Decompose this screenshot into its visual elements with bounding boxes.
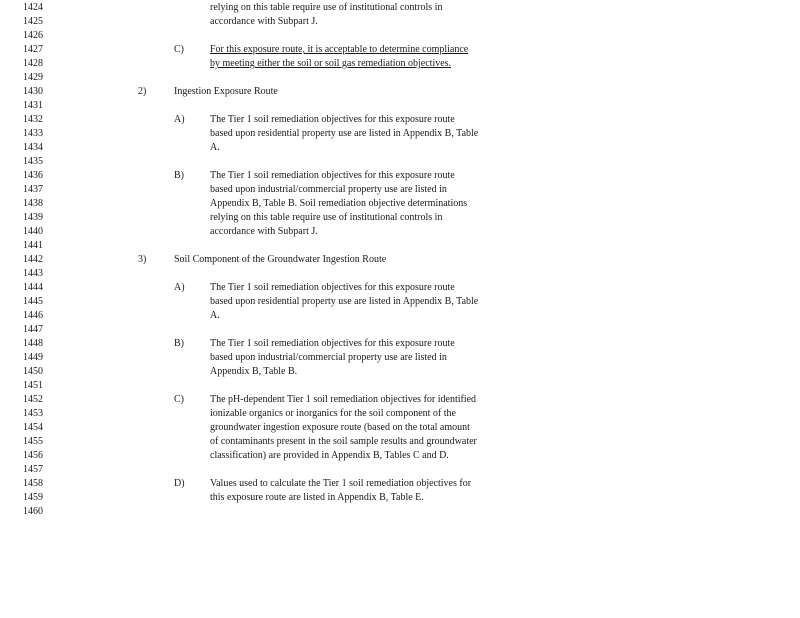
section-number: 3) [138, 254, 147, 265]
document-line [0, 29, 800, 43]
body-text: accordance with Subpart J. [210, 16, 318, 27]
line-number: 1447 [23, 324, 43, 335]
line-number: 1433 [23, 128, 43, 139]
body-text: Appendix B, Table B. Soil remediation objective determinations [210, 198, 468, 209]
line-number: 1431 [23, 100, 43, 111]
document-line [0, 477, 800, 491]
line-number: 1451 [23, 380, 43, 391]
line-number: 1445 [23, 296, 43, 307]
document-line [0, 351, 800, 365]
line-number: 1458 [23, 478, 43, 489]
line-number: 1449 [23, 352, 43, 363]
document-line [0, 239, 800, 253]
body-text: this exposure route are listed in Appendix B, Table E. [210, 492, 424, 503]
document-line [0, 43, 800, 57]
line-number: 1435 [23, 156, 43, 167]
line-number: 1440 [23, 226, 43, 237]
line-number: 1437 [23, 184, 43, 195]
body-text: A. [210, 310, 220, 321]
line-number: 1428 [23, 58, 43, 69]
document-line [0, 295, 800, 309]
document-line [0, 309, 800, 323]
body-text: based upon residential property use are listed in Appendix B, Table [210, 128, 479, 139]
document-line [0, 197, 800, 211]
line-number: 1426 [23, 30, 43, 41]
document-line [0, 337, 800, 351]
document-line [0, 491, 800, 505]
section-heading: Ingestion Exposure Route [174, 86, 278, 97]
document-line [0, 393, 800, 407]
body-text: Appendix B, Table B. [210, 366, 298, 377]
body-text: relying on this table require use of institutional controls in [210, 2, 443, 13]
document-line [0, 85, 800, 99]
document-line [0, 1, 800, 15]
line-number: 1443 [23, 268, 43, 279]
document-line [0, 281, 800, 295]
body-text: The Tier 1 soil remediation objectives for this exposure route [210, 114, 455, 125]
line-number: 1448 [23, 338, 43, 349]
line-number: 1450 [23, 366, 43, 377]
document-line [0, 155, 800, 169]
line-number: 1453 [23, 408, 43, 419]
item-marker: D) [174, 478, 185, 489]
line-number: 1425 [23, 16, 43, 27]
section-heading: Soil Component of the Groundwater Ingestion Route [174, 254, 387, 265]
body-text: classification) are provided in Appendix B, Tables C and D. [210, 450, 449, 461]
line-number: 1456 [23, 450, 43, 461]
document-line [0, 211, 800, 225]
line-number: 1457 [23, 464, 43, 475]
document-line [0, 99, 800, 113]
body-text: The Tier 1 soil remediation objectives for this exposure route [210, 338, 455, 349]
body-text: The Tier 1 soil remediation objectives for this exposure route [210, 170, 455, 181]
document-line [0, 267, 800, 281]
line-number: 1429 [23, 72, 43, 83]
document-line [0, 169, 800, 183]
section-number: 2) [138, 86, 147, 97]
item-marker: B) [174, 170, 184, 181]
body-text: based upon industrial/commercial property use are listed in [210, 184, 447, 195]
document-line [0, 421, 800, 435]
item-marker: C) [174, 44, 184, 55]
body-text: accordance with Subpart J. [210, 226, 318, 237]
body-text: based upon residential property use are listed in Appendix B, Table [210, 296, 479, 307]
body-text: The Tier 1 soil remediation objectives for this exposure route [210, 282, 455, 293]
body-text: based upon industrial/commercial property use are listed in [210, 352, 447, 363]
item-marker: A) [174, 114, 185, 125]
document-line [0, 365, 800, 379]
line-number: 1446 [23, 310, 43, 321]
document-line [0, 183, 800, 197]
document-line [0, 463, 800, 477]
document-line [0, 449, 800, 463]
document-line [0, 141, 800, 155]
document-line [0, 127, 800, 141]
body-text: ionizable organics or inorganics for the soil component of the [210, 408, 456, 419]
body-text: groundwater ingestion exposure route (based on the total amount [210, 422, 470, 433]
line-number: 1452 [23, 394, 43, 405]
body-text: A. [210, 142, 220, 153]
line-number: 1444 [23, 282, 43, 293]
line-number: 1454 [23, 422, 43, 433]
document-line [0, 253, 800, 267]
line-number: 1439 [23, 212, 43, 223]
item-marker: C) [174, 394, 184, 405]
document-line [0, 505, 800, 519]
line-number: 1441 [23, 240, 43, 251]
body-text: Values used to calculate the Tier 1 soil remediation objectives for [210, 478, 472, 489]
body-text: of contaminants present in the soil sample results and groundwater [210, 436, 477, 447]
item-marker: B) [174, 338, 184, 349]
line-number: 1460 [23, 506, 43, 517]
document-line [0, 113, 800, 127]
document-line [0, 57, 800, 71]
line-number: 1459 [23, 492, 43, 503]
body-text: The pH-dependent Tier 1 soil remediation objectives for identified [210, 394, 477, 405]
line-number: 1436 [23, 170, 43, 181]
document-line [0, 407, 800, 421]
document-line [0, 15, 800, 29]
item-marker: A) [174, 282, 185, 293]
body-text: by meeting either the soil or soil gas remediation objectives. [210, 58, 452, 69]
document-line [0, 435, 800, 449]
body-text: relying on this table require use of institutional controls in [210, 212, 443, 223]
line-number: 1438 [23, 198, 43, 209]
line-number: 1427 [23, 44, 43, 55]
document-line [0, 323, 800, 337]
line-number: 1455 [23, 436, 43, 447]
document-line [0, 225, 800, 239]
line-number: 1434 [23, 142, 43, 153]
line-number: 1432 [23, 114, 43, 125]
document-line [0, 71, 800, 85]
body-text: For this exposure route, it is acceptable to determine compliance [210, 44, 469, 55]
line-number: 1430 [23, 86, 43, 97]
line-number: 1424 [23, 2, 43, 13]
line-number: 1442 [23, 254, 43, 265]
document-line [0, 379, 800, 393]
